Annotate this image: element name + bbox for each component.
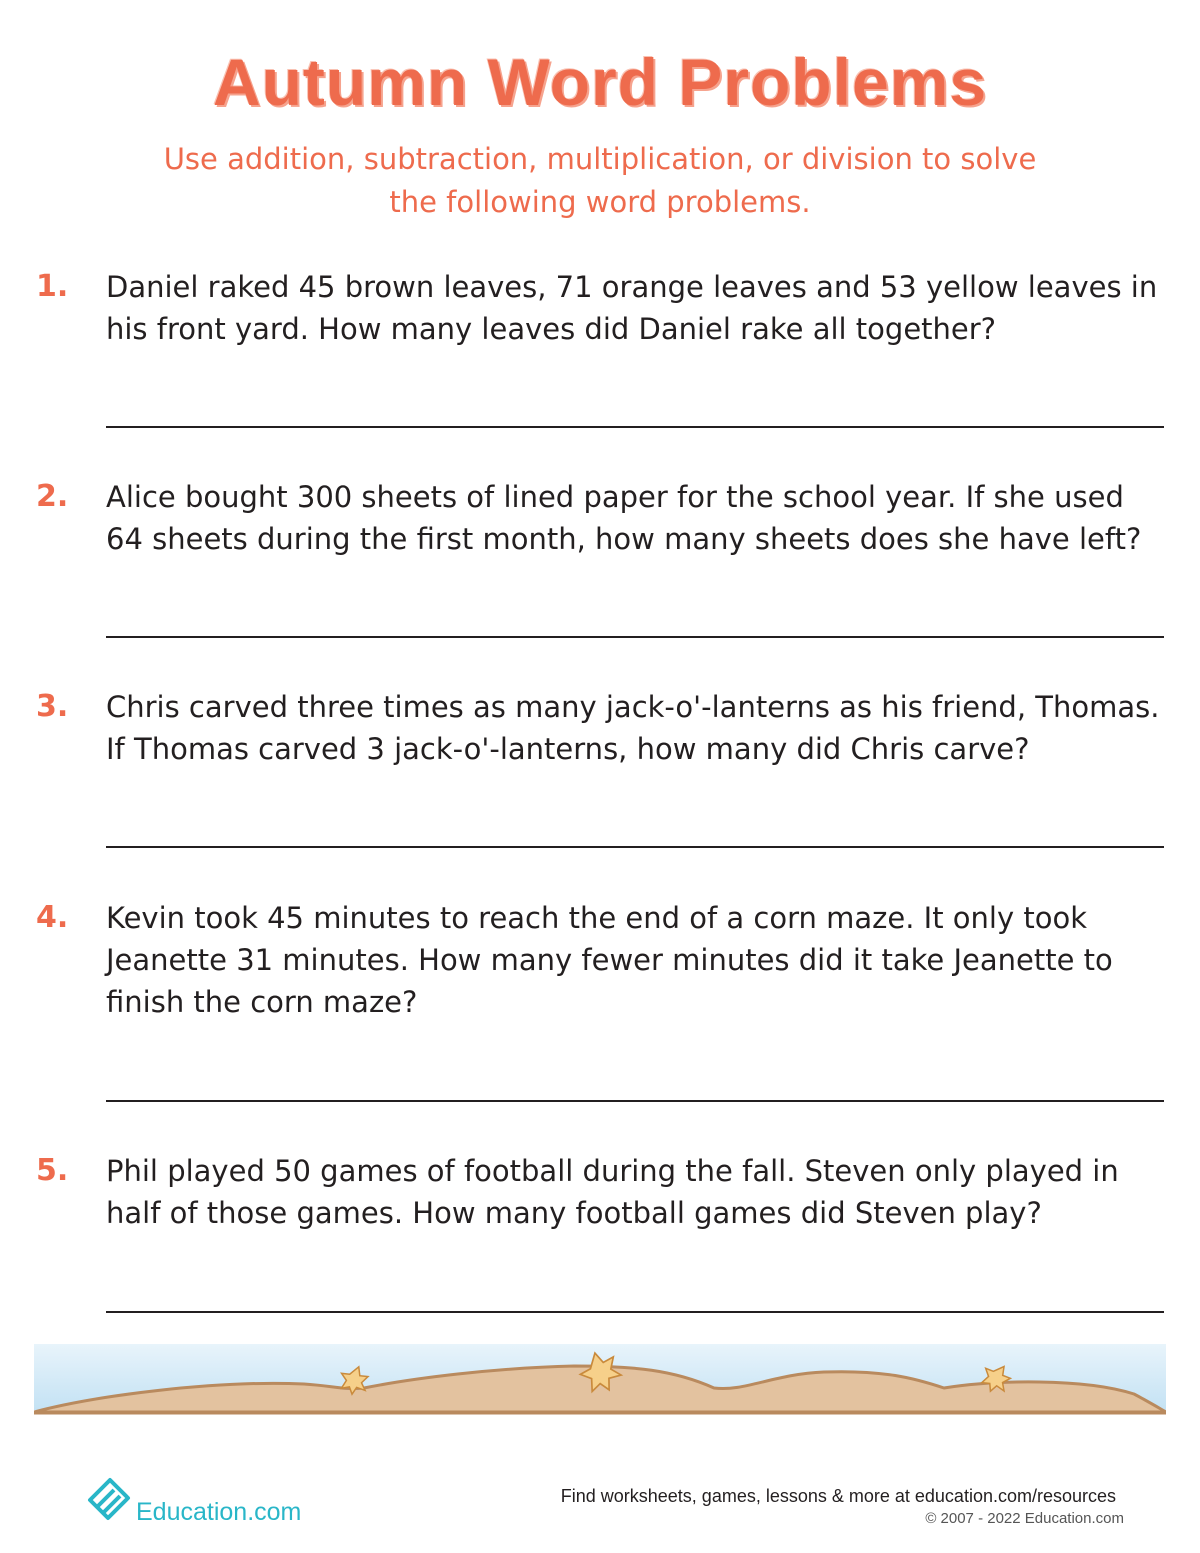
answer-line-2[interactable] [106,636,1164,638]
resources-link[interactable]: Find worksheets, games, lessons & more at education.com/resources [560,1486,1116,1506]
problem-text: Kevin took 45 minutes to reach the end of a corn maze. It only took Jeanette 31 minutes. How many fewer minutes did it take Jeanette to finish the corn maze? [106,901,1113,1019]
education-logo-icon [84,1470,136,1530]
education-com-logo[interactable] [84,1470,384,1530]
problem-number: 3. [36,689,69,724]
problem-text: Phil played 50 games of football during the fall. Steven only played in half of those games. How many football games did Steven play? [106,1154,1119,1230]
copyright-text: © 2007 - 2022 Education.com [925,1510,1124,1527]
problem-number: 1. [36,269,69,304]
answer-line-4[interactable] [106,1100,1164,1102]
instructions-line-2: the following word problems. [389,185,811,219]
problem-number: 5. [36,1153,69,1188]
problem-text: Chris carved three times as many jack-o'-lanterns as his friend, Thomas. If Thomas carved 3 jack-o'-lanterns, how many did Chris carve? [106,690,1160,766]
problem-number: 4. [36,900,69,935]
autumn-hills-illustration [34,1344,1166,1420]
answer-line-3[interactable] [106,846,1164,848]
answer-line-5[interactable] [106,1311,1164,1313]
problem-number: 2. [36,479,69,514]
problem-text: Alice bought 300 sheets of lined paper for the school year. If she used 64 sheets during the first month, how many sheets does she have left? [106,480,1142,556]
instructions-line-1: Use addition, subtraction, multiplication, or division to solve [163,142,1037,176]
logo-text: Education.com [136,1498,302,1526]
answer-line-1[interactable] [106,426,1164,428]
page-title: Autumn Word Problems [212,45,988,119]
instructions [150,138,1050,224]
problem-text: Daniel raked 45 brown leaves, 71 orange leaves and 53 yellow leaves in his front yard. How many leaves did Daniel rake all together? [106,270,1158,346]
